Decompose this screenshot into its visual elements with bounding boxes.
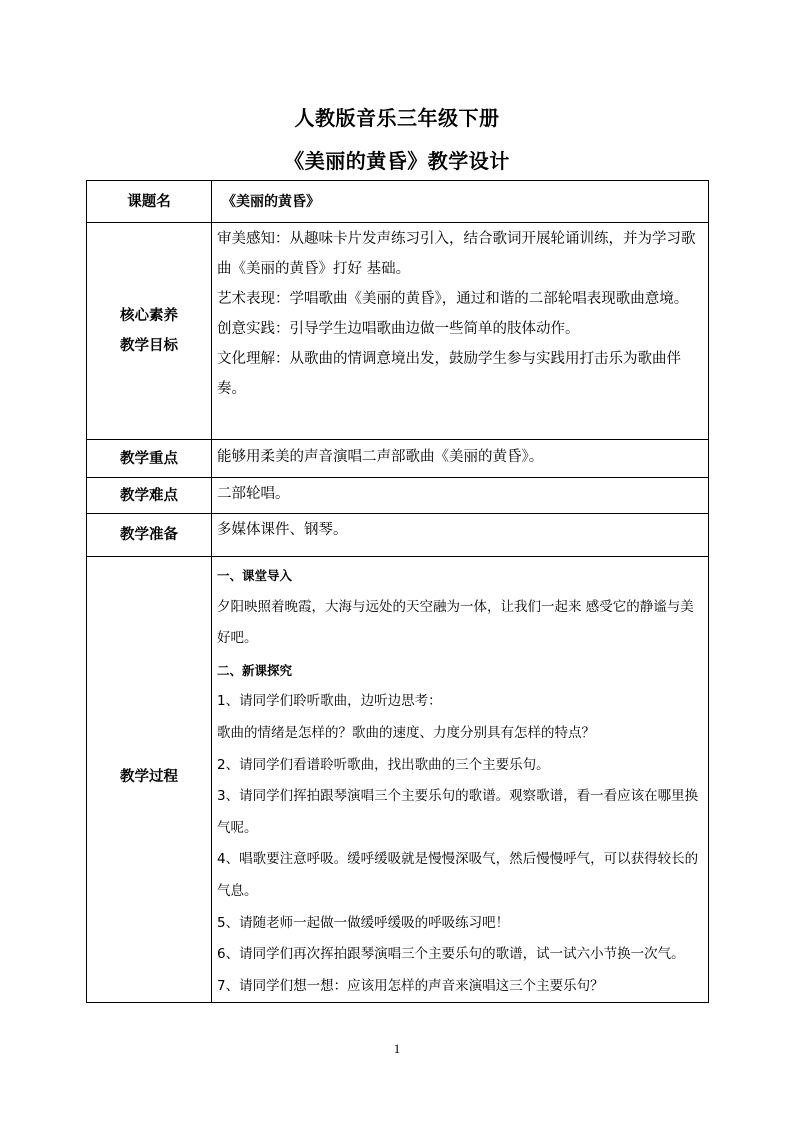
goals-label-line1: 核心素养 bbox=[120, 308, 178, 324]
key-point-label: 教学重点 bbox=[87, 440, 212, 478]
table-row-lesson-name bbox=[87, 181, 709, 223]
goal-creative: 创意实践：引导学生边唱歌曲边做一些简单的肢体动作。 bbox=[217, 321, 580, 337]
preparation-label: 教学准备 bbox=[87, 514, 212, 557]
table-row-process bbox=[87, 557, 709, 1003]
preparation-value: 多媒体课件、钢琴。 bbox=[212, 514, 709, 557]
goal-expression: 艺术表现：学唱歌曲《美丽的黄昏》，通过和谐的二部轮唱表现歌曲意境。 bbox=[217, 291, 689, 307]
document-title: 人教版音乐三年级下册 bbox=[294, 106, 500, 130]
table-row-preparation bbox=[87, 514, 709, 557]
lesson-name-value: 《美丽的黄昏》 bbox=[212, 181, 709, 223]
goals-label bbox=[87, 223, 212, 440]
key-point-value: 能够用柔美的声音演唱二声部歌曲《美丽的黄昏》。 bbox=[212, 440, 709, 478]
table-row-difficulty bbox=[87, 478, 709, 514]
lesson-name-label: 课题名 bbox=[87, 181, 212, 223]
process-step: 5、请随老师一起做一做缓呼缓吸的呼吸练习吧！ bbox=[217, 914, 510, 931]
page-number: 1 bbox=[393, 1041, 401, 1056]
section-heading-intro: 一、课堂导入 bbox=[217, 568, 293, 583]
process-step: 4、唱歌要注意呼吸。缓呼缓吸就是慢慢深吸气，然后慢慢呼气，可以获得较长的气息。 bbox=[217, 851, 699, 899]
section-heading-explore: 二、新课探究 bbox=[217, 662, 293, 678]
process-step: 1、请同学们聆听歌曲，边听边思考： bbox=[217, 693, 442, 710]
process-step: 7、请同学们想一想：应该用怎样的声音来演唱这三个主要乐句？ bbox=[217, 977, 604, 994]
goal-aesthetic: 审美感知：从趣味卡片发声练习引入，结合歌词开展轮诵训练，并为学习歌曲《美丽的黄昏》打好 基础。 bbox=[217, 231, 696, 277]
lesson-plan-table bbox=[86, 180, 709, 1003]
table-row-key-point bbox=[87, 440, 709, 478]
difficulty-label: 教学难点 bbox=[87, 478, 212, 514]
section-text-intro: 夕阳映照着晚霞，大海与远处的天空融为一体，让我们一起来 感受它的静谧与美好吧。 bbox=[217, 598, 694, 647]
goal-culture: 文化理解：从歌曲的情调意境出发，鼓励学生参与实践用打击乐为歌曲伴奏。 bbox=[217, 351, 681, 397]
table-row-goals bbox=[87, 223, 709, 440]
goals-label-line2: 教学目标 bbox=[120, 338, 178, 354]
document-subtitle: 《美丽的黄昏》教学设计 bbox=[284, 149, 510, 173]
process-step: 3、请同学们挥拍跟琴演唱三个主要乐句的歌谱。观察歌谱，看一看应该在哪里换气呢。 bbox=[217, 788, 699, 836]
goals-content bbox=[212, 223, 709, 440]
process-step: 2、请同学们看谱聆听歌曲，找出歌曲的三个主要乐句。 bbox=[217, 756, 550, 773]
process-step: 6、请同学们再次挥拍跟琴演唱三个主要乐句的歌谱，试一试六小节换一次气。 bbox=[217, 946, 685, 963]
difficulty-value: 二部轮唱。 bbox=[212, 478, 709, 514]
process-content bbox=[212, 557, 709, 1003]
process-label: 教学过程 bbox=[87, 557, 212, 1003]
process-step: 歌曲的情绪是怎样的？歌曲的速度、力度分别具有怎样的特点？ bbox=[217, 724, 595, 741]
